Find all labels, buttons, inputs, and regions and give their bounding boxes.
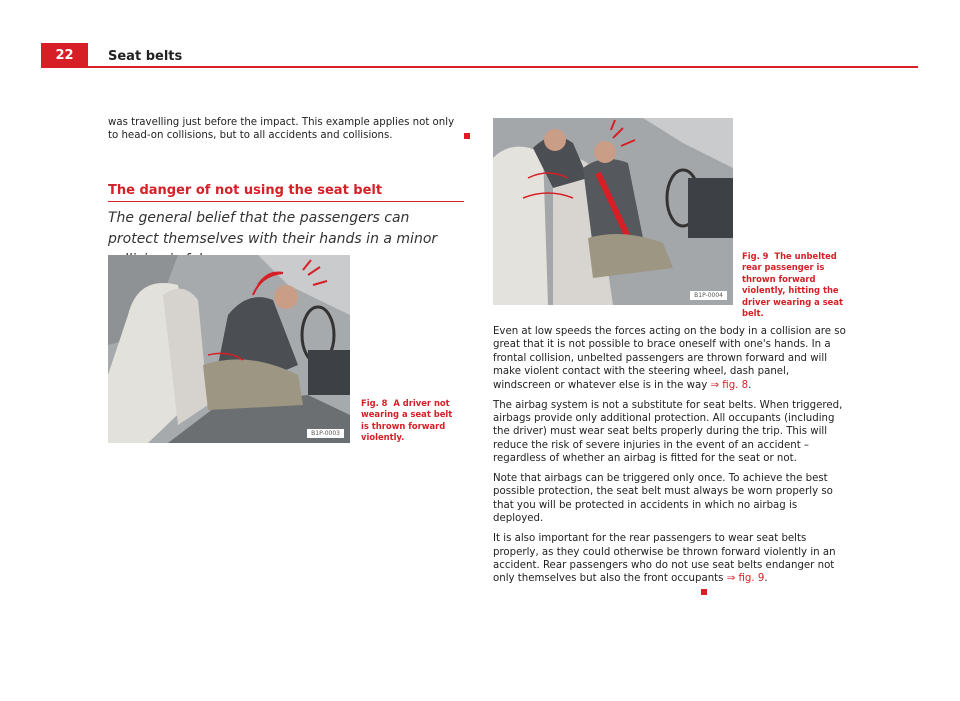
- body-column: [493, 325, 848, 606]
- figure-9-caption: [742, 251, 852, 319]
- unbelted-driver-illustration: [108, 255, 350, 443]
- figure-8-reference-link[interactable]: ⇒ fig. 8: [710, 379, 749, 391]
- section-title: The danger of not using the seat belt: [108, 183, 383, 198]
- figure-9-image: [493, 118, 733, 305]
- end-of-section-marker: [464, 133, 470, 139]
- body-paragraph-4-text: It is also important for the rear passengers to wear seat belts properly, as they could otherwise be thrown forward violently in an accident. Rear passengers who do not use seat belts endanger not only themselves but also the front occupants: [493, 533, 836, 585]
- figure-8-caption-text: A driver not wearing a seat belt is thrown forward violently.: [361, 398, 453, 443]
- figure-8-label: Fig. 8: [361, 398, 388, 408]
- intro-paragraph: was travelling just before the impact. This example applies not only to head-on collisions, but to all accidents and collisions.: [108, 117, 455, 142]
- body-paragraph-1: Even at low speeds the forces acting on the body in a collision are so great that it is not possible to brace oneself with one's hands. In a frontal collision, unbelted passengers are thrown forward and will make violent contact with the steering wheel, dash panel, windscreen or whatever else is in the way ⇒ fig. 8.: [493, 326, 846, 391]
- figure-8-caption: [361, 398, 461, 444]
- figure-9-caption-text: The unbelted rear passenger is thrown forward violently, hitting the driver wearing a seat belt.: [742, 251, 844, 319]
- section-lead: The general belief that the passengers can protect themselves with their hands in a minor: [108, 210, 438, 247]
- section-rule: [108, 201, 464, 202]
- figure-9-label: Fig. 9: [742, 251, 769, 261]
- figure-9-code: B1P-0004: [690, 291, 727, 300]
- figure-8-image: [108, 255, 350, 443]
- body-paragraph-3: Note that airbags can be triggered only once. To achieve the best possible protection, the seat belt must always be worn properly so that you will be protected in accidents in which no airbag is deployed.: [493, 473, 833, 525]
- body-paragraph-1-text: Even at low speeds the forces acting on the body in a collision are so great that it is not possible to brace oneself with one's hands. In a frontal collision, unbelted passengers are thrown forward and will make violent contact with the steering wheel, dash panel, windscreen or whatever else is in the way: [493, 326, 846, 391]
- body-paragraph-4: It is also important for the rear passengers to wear seat belts properly, as they could otherwise be thrown forward violently in an accident. Rear passengers who do not use seat belts endanger not only themselves but also the front occupants ⇒ fig. 9.: [493, 532, 848, 599]
- header-rule: [88, 66, 918, 68]
- figure-9-reference-link[interactable]: ⇒ fig. 9: [726, 573, 765, 585]
- header-title: Seat belts: [108, 49, 183, 64]
- end-of-section-marker: [701, 589, 707, 595]
- figure-8-code: B1P-0003: [307, 429, 344, 438]
- page-number: 22: [41, 43, 88, 68]
- rear-passenger-impact-illustration: [493, 118, 733, 305]
- body-paragraph-2: The airbag system is not a substitute for seat belts. When triggered, airbags provide only additional protection. All occupants (including the driver) must wear seat belts properly during the trip. This will reduce the risk of severe injuries in the event of an accident – regardless of whether an airbag is fitted for the seat or not.: [493, 399, 843, 465]
